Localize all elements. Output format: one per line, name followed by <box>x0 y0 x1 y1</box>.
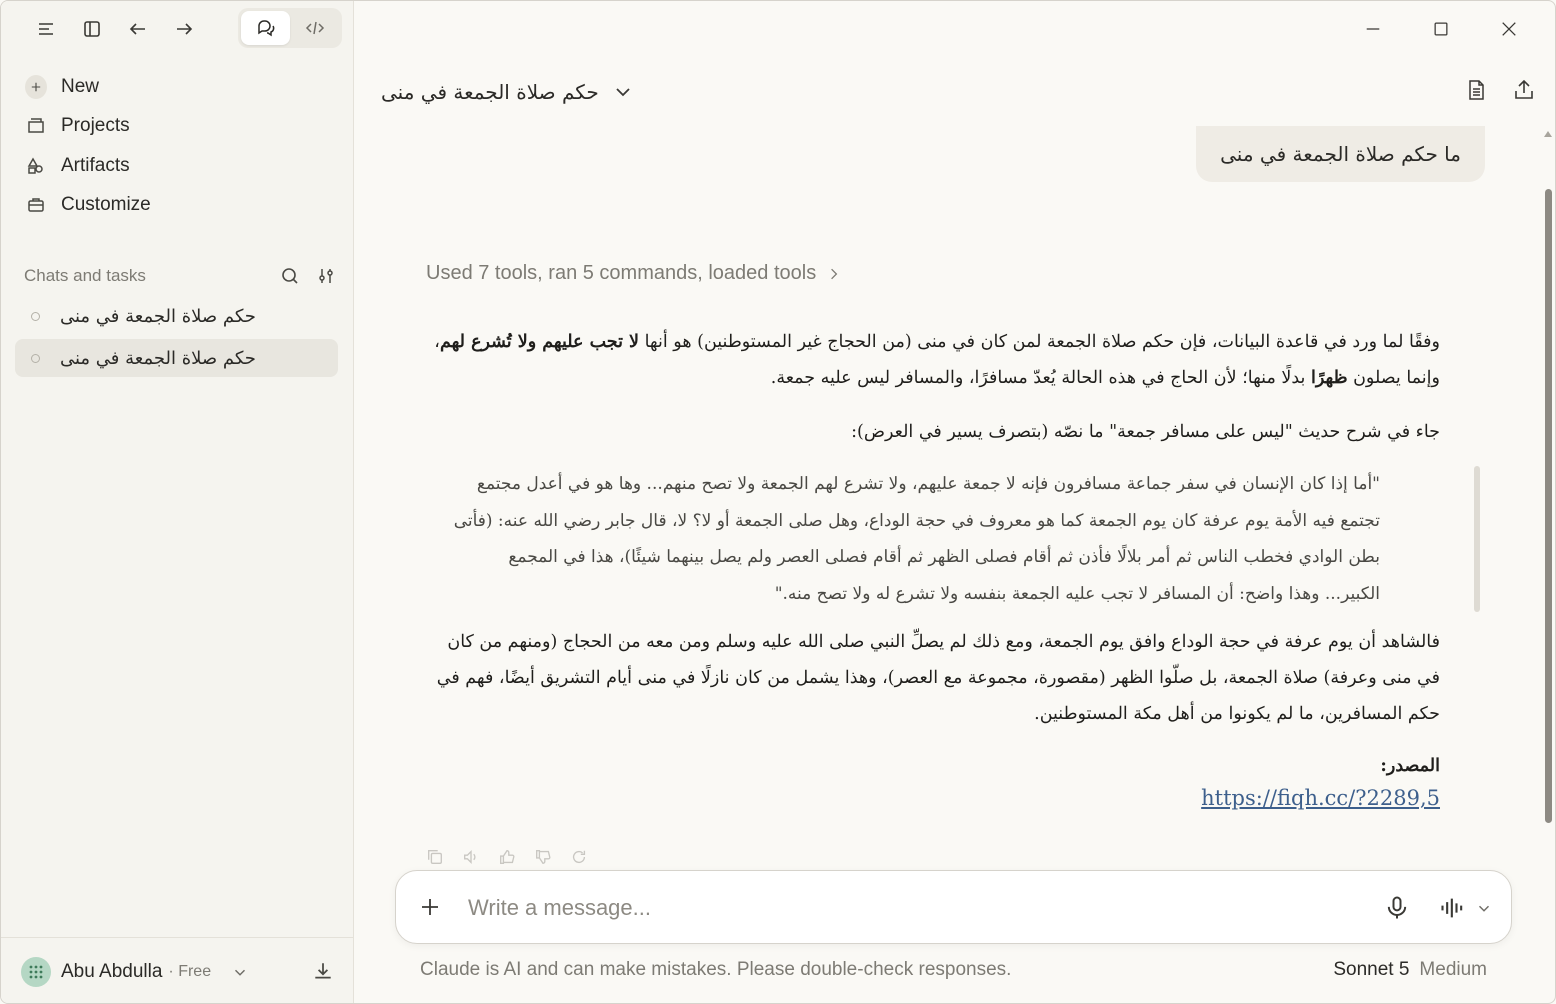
assistant-response <box>426 324 1440 810</box>
tools-summary-toggle[interactable] <box>426 262 842 285</box>
maximize-button[interactable] <box>1407 7 1475 51</box>
scroll-up-arrow[interactable] <box>1544 131 1552 137</box>
chat-item-label: حكم صلاة الجمعة في منى <box>60 347 256 369</box>
thumbs-down-icon <box>534 848 552 866</box>
copy-button[interactable] <box>426 848 444 866</box>
voice-mode-button[interactable] <box>1439 894 1467 922</box>
account-menu[interactable] <box>1 937 354 1004</box>
avatar <box>21 957 51 987</box>
text-run: وفقًا لما ورد في قاعدة البيانات، فإن حكم صلاة الجمعة لمن كان في منى (من الحجاج غير المستوطنين) هو أنها <box>639 332 1440 352</box>
thumbs-down-button[interactable] <box>534 848 552 866</box>
chat-list <box>15 297 338 381</box>
scrollbar[interactable] <box>1543 131 1553 831</box>
menu-button[interactable] <box>23 11 69 47</box>
chat-list-item[interactable] <box>15 297 338 335</box>
text-run: ، وإنما يصلون <box>434 332 1440 388</box>
model-name: Sonnet 5 <box>1333 959 1410 980</box>
message-composer <box>395 870 1512 944</box>
nav-label: Artifacts <box>61 154 130 176</box>
search-chats-button[interactable] <box>272 261 308 291</box>
folder-icon <box>25 115 47 137</box>
artifacts-icon <box>25 155 47 177</box>
new-chat-button[interactable] <box>15 67 339 107</box>
nav-customize[interactable] <box>15 186 339 226</box>
nav-artifacts[interactable] <box>15 146 339 186</box>
sidebar-toolbar <box>23 11 207 47</box>
maximize-icon <box>1432 20 1450 38</box>
sliders-icon <box>316 266 336 286</box>
mode-toggle <box>238 8 342 48</box>
user-message: ما حكم صلاة الجمعة في منى <box>1196 126 1485 182</box>
text-run: بدلًا منها؛ لأن الحاج في هذه الحالة يُعدّ مسافرًا، والمسافر ليس عليه جمعة. <box>770 368 1311 388</box>
minimize-button[interactable] <box>1339 7 1407 51</box>
chat-list-item-active[interactable] <box>15 339 338 377</box>
sidebar <box>1 1 354 1004</box>
document-button[interactable] <box>1463 75 1489 105</box>
chat-mode-button[interactable] <box>241 11 290 45</box>
chat-title-dropdown[interactable] <box>381 73 633 111</box>
microphone-icon <box>1383 894 1411 922</box>
title-actions <box>1463 75 1537 105</box>
response-paragraph <box>426 324 1440 396</box>
menu-icon <box>36 19 56 39</box>
attach-button[interactable] <box>418 895 444 921</box>
blockquote <box>426 466 1444 612</box>
minimize-icon <box>1364 20 1382 38</box>
download-icon <box>312 960 334 982</box>
back-button[interactable] <box>115 11 161 47</box>
chats-title: Chats and tasks <box>24 266 146 285</box>
chevron-down-icon <box>1475 899 1493 917</box>
window-controls <box>1339 7 1543 51</box>
scrollbar-thumb[interactable] <box>1545 189 1552 823</box>
voice-options-button[interactable] <box>1475 899 1493 917</box>
bold-run: لا تجب عليهم ولا تُشرع لهم <box>439 332 640 352</box>
share-button[interactable] <box>1511 75 1537 105</box>
retry-button[interactable] <box>570 848 588 866</box>
disclaimer: Claude is AI and can make mistakes. Please double-check responses. <box>420 959 1012 980</box>
response-paragraph: فالشاهد أن يوم عرفة في حجة الوداع وافق يوم الجمعة، ومع ذلك لم يصلِّ النبي صلى الله عليه وسلم ومن معه من الحجاج (ومنهم من كان في منى وعرفة) صلاة الجمعة، بل صلّوا الظهر (مقصورة، مجموعة مع العصر)، وهذا يشمل من كان نازلًا في منى أيام التشريق أيضًا، فهم في حكم المسافرين، ما لم يكونوا من أهل مكة المستوطنين. <box>436 632 1440 724</box>
avatar-pattern-icon <box>26 962 46 982</box>
close-icon <box>1500 20 1518 38</box>
message-input[interactable] <box>468 889 1348 927</box>
nav-projects[interactable] <box>15 107 339 147</box>
code-icon <box>305 18 325 38</box>
main-panel <box>354 1 1555 1003</box>
share-icon <box>1512 78 1536 102</box>
forward-button[interactable] <box>161 11 207 47</box>
document-icon <box>1464 78 1488 102</box>
chevron-down-icon <box>613 82 633 102</box>
conversation-scroll[interactable] <box>354 126 1555 866</box>
chat-bubbles-icon <box>256 18 276 38</box>
chat-status-dot <box>31 354 40 363</box>
close-window-button[interactable] <box>1475 7 1543 51</box>
waveform-icon <box>1439 894 1467 922</box>
arrow-right-icon <box>174 19 194 39</box>
bold-run: ظهرًا <box>1310 368 1348 388</box>
nav-label: New <box>61 75 100 97</box>
quote-bar <box>1474 466 1480 612</box>
message-actions <box>426 848 588 866</box>
filter-chats-button[interactable] <box>308 261 344 291</box>
nav-label: Projects <box>61 115 130 137</box>
toggle-sidebar-button[interactable] <box>69 11 115 47</box>
user-plan: · Free <box>168 962 212 980</box>
briefcase-icon <box>25 194 47 216</box>
nav-label: Customize <box>61 194 151 216</box>
chats-header <box>24 261 344 291</box>
source-link[interactable]: https://fiqh.cc/?2289,5 <box>1201 786 1440 810</box>
chevron-right-icon <box>826 266 842 282</box>
read-aloud-button[interactable] <box>462 848 480 866</box>
retry-icon <box>570 848 588 866</box>
copy-icon <box>426 848 444 866</box>
source-label: المصدر: <box>1380 756 1440 776</box>
plus-icon <box>25 76 47 98</box>
chat-title: حكم صلاة الجمعة في منى <box>381 80 599 104</box>
arrow-left-icon <box>128 19 148 39</box>
search-icon <box>280 266 300 286</box>
download-button[interactable] <box>312 960 334 982</box>
speaker-icon <box>462 848 480 866</box>
code-mode-button[interactable] <box>290 11 339 45</box>
sidebar-nav <box>15 67 339 225</box>
response-paragraph: جاء في شرح حديث "ليس على مسافر جمعة" ما نصّه (بتصرف يسير في العرض): <box>851 422 1440 442</box>
quote-text: "أما إذا كان الإنسان في سفر جماعة مسافرون فإنه لا جمعة عليهم، ولا تشرع لهم الجمعة ولا تصح منهم... وها هو في أعدل مجتمع تجتمع فيه الأمة يوم عرفة كان يوم الجمعة كما هو معروف في حجة الوداع، وهل صلى الجمعة أو لا؟ لا، قال جابر رضي الله عنه: (فأتى بطن الوادي فخطب الناس ثم أمر بلالًا فأذن ثم أقام فصلى الظهر ثم أقام فصلى العصر ولم يصل بينهما شيئًا)، هذا في المجمع الكبير... وهذا واضح: أن المسافر لا تجب عليه الجمعة بنفسه ولا تشرع له ولا تصح منه." <box>453 474 1380 604</box>
model-selector[interactable] <box>1333 959 1487 981</box>
sidebar-icon <box>82 19 102 39</box>
chat-status-dot <box>31 312 40 321</box>
model-effort: Medium <box>1419 959 1487 980</box>
plus-icon <box>418 895 442 919</box>
thumbs-up-button[interactable] <box>498 848 516 866</box>
chevron-down-icon <box>231 963 249 981</box>
dictate-button[interactable] <box>1383 894 1411 922</box>
user-name: Abu Abdulla <box>61 960 163 982</box>
chat-item-label: حكم صلاة الجمعة في منى <box>60 305 256 327</box>
tools-summary-text: Used 7 tools, ran 5 commands, loaded tools <box>426 262 817 284</box>
thumbs-up-icon <box>498 848 516 866</box>
